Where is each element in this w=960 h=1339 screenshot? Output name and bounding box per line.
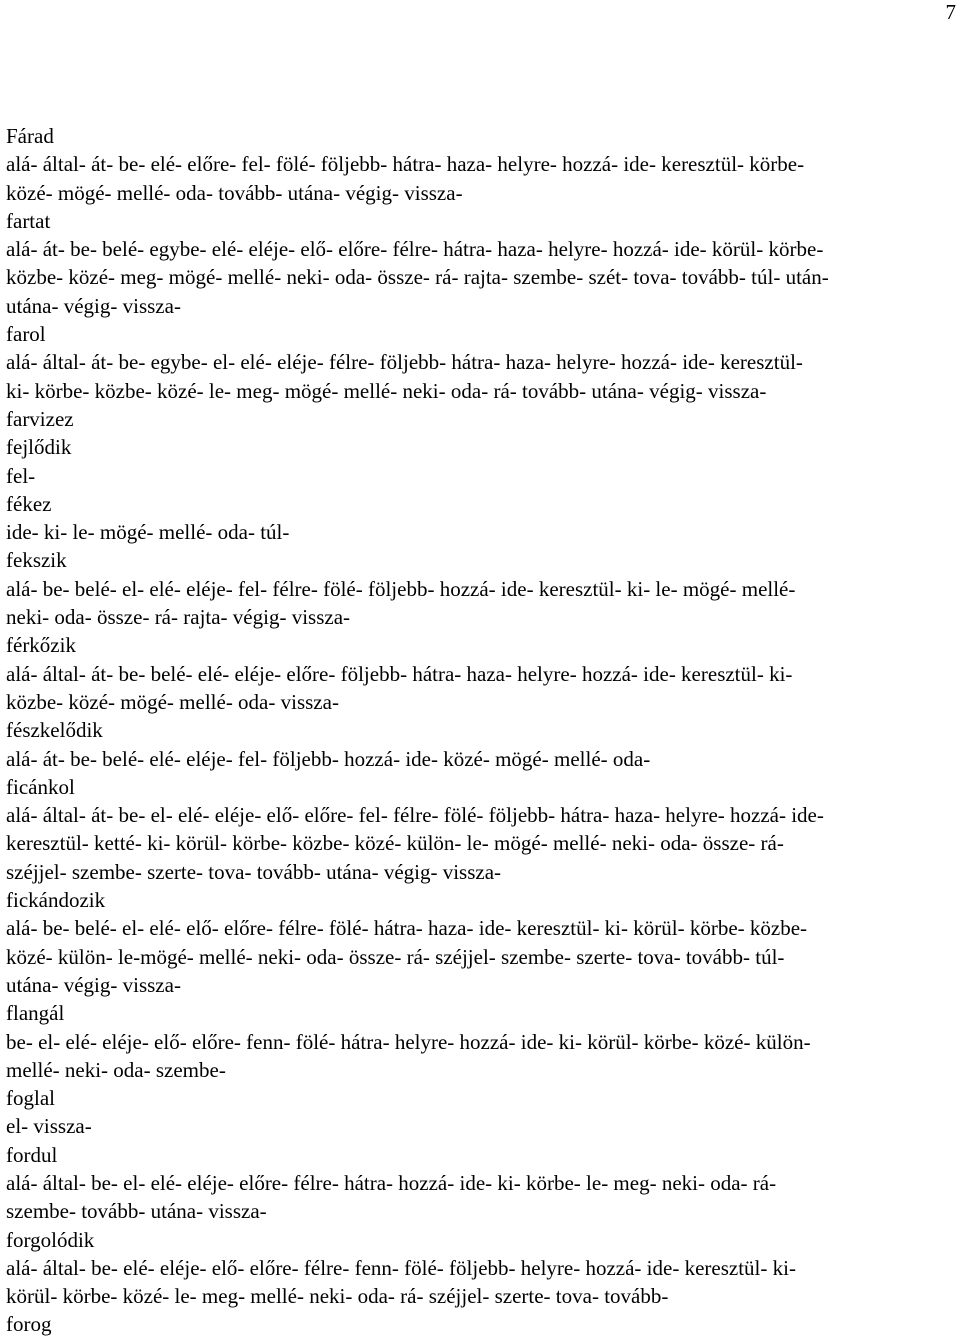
prefix-list-line: alá- által- át- be- belé- elé- eléje- előre- följebb- hátra- haza- helyre- hozzá- ide- keresztül- ki- — [6, 661, 793, 686]
prefix-list-line: közé- külön- le-mögé- mellé- neki- oda- össze- rá- széjjel- szembe- szerte- tova- tovább- túl- — [6, 944, 785, 969]
verb-headword: fékez — [6, 491, 52, 516]
page-number: 7 — [945, 0, 956, 24]
prefix-list-line: el- vissza- — [6, 1114, 92, 1139]
prefix-list-line: be- el- elé- eléje- elő- előre- fenn- fölé- hátra- helyre- hozzá- ide- ki- körül- körbe- közé- külön- — [6, 1029, 811, 1054]
prefix-list-line: közbe- közé- meg- mögé- mellé- neki- oda- össze- rá- rajta- szembe- szét- tova- tovább- túl- után- — [6, 265, 829, 290]
verb-headword: farol — [6, 322, 46, 347]
prefix-list-line: ki- körbe- közbe- közé- le- meg- mögé- mellé- neki- oda- rá- tovább- utána- végig- vissza- — [6, 378, 767, 403]
prefix-list-line: szembe- tovább- utána- vissza- — [6, 1199, 267, 1224]
prefix-list-line: neki- oda- össze- rá- rajta- végig- vissza- — [6, 605, 351, 630]
verb-headword: foglal — [6, 1086, 55, 1111]
prefix-list-line: mellé- neki- oda- szembe- — [6, 1057, 226, 1082]
verb-headword: forgolódik — [6, 1227, 95, 1252]
prefix-list-line: alá- át- be- belé- elé- eléje- fel- följebb- hozzá- ide- közé- mögé- mellé- oda- — [6, 746, 651, 771]
verb-headword: fartat — [6, 208, 51, 233]
verb-headword: farvizez — [6, 406, 74, 431]
verb-prefix-list — [6, 122, 956, 1339]
prefix-list-line: fel- — [6, 463, 36, 488]
verb-headword: flangál — [6, 1001, 65, 1026]
verb-headword: fekszik — [6, 548, 67, 573]
prefix-list-line: ide- ki- le- mögé- mellé- oda- túl- — [6, 520, 290, 545]
prefix-list-line: alá- be- belé- el- elé- elő- előre- félre- fölé- hátra- haza- ide- keresztül- ki- körül- körbe- közbe- — [6, 916, 808, 941]
prefix-list-line: utána- végig- vissza- — [6, 293, 181, 318]
prefix-list-line: alá- által- be- elé- eléje- elő- előre- félre- fenn- fölé- följebb- helyre- hozzá- ide- keresztül- ki- — [6, 1255, 796, 1280]
verb-headword: férkőzik — [6, 633, 76, 658]
verb-headword: fészkelődik — [6, 718, 103, 743]
prefix-list-line: széjjel- szembe- szerte- tova- tovább- utána- végig- vissza- — [6, 859, 502, 884]
verb-headword: forog — [6, 1312, 52, 1337]
verb-headword: Fárad — [6, 124, 54, 148]
verb-headword: fejlődik — [6, 435, 72, 460]
prefix-list-line: alá- által- át- be- egybe- el- elé- eléje- félre- följebb- hátra- haza- helyre- hozzá- ide- keresztül- — [6, 350, 803, 375]
prefix-list-line: alá- által- át- be- el- elé- eléje- elő- előre- fel- félre- fölé- följebb- hátra- haza- helyre- hozzá- ide- — [6, 803, 824, 828]
verb-headword: fickándozik — [6, 888, 106, 913]
verb-headword: ficánkol — [6, 774, 75, 799]
prefix-list-line: alá- által- be- el- elé- eléje- előre- félre- hátra- hozzá- ide- ki- körbe- le- meg- neki- oda- rá- — [6, 1170, 777, 1195]
prefix-list-line: alá- át- be- belé- egybe- elé- eléje- elő- előre- félre- hátra- haza- helyre- hozzá- ide- körül- körbe- — [6, 237, 824, 262]
prefix-list-line: keresztül- ketté- ki- körül- körbe- közbe- közé- külön- le- mögé- mellé- neki- oda- össze- rá- — [6, 831, 784, 856]
verb-headword: fordul — [6, 1142, 58, 1167]
prefix-list-line: közé- mögé- mellé- oda- tovább- utána- végig- vissza- — [6, 180, 463, 205]
prefix-list-line: alá- által- át- be- elé- előre- fel- fölé- följebb- hátra- haza- helyre- hozzá- ide- keresztül- körbe- — [6, 152, 805, 177]
prefix-list-line: körül- körbe- közé- le- meg- mellé- neki- oda- rá- széjjel- szerte- tova- tovább- — [6, 1284, 669, 1309]
prefix-list-line: utána- végig- vissza- — [6, 972, 181, 997]
prefix-list-line: alá- be- belé- el- elé- eléje- fel- félre- fölé- följebb- hozzá- ide- keresztül- ki- le- mögé- mellé- — [6, 576, 796, 601]
prefix-list-line: közbe- közé- mögé- mellé- oda- vissza- — [6, 689, 339, 714]
